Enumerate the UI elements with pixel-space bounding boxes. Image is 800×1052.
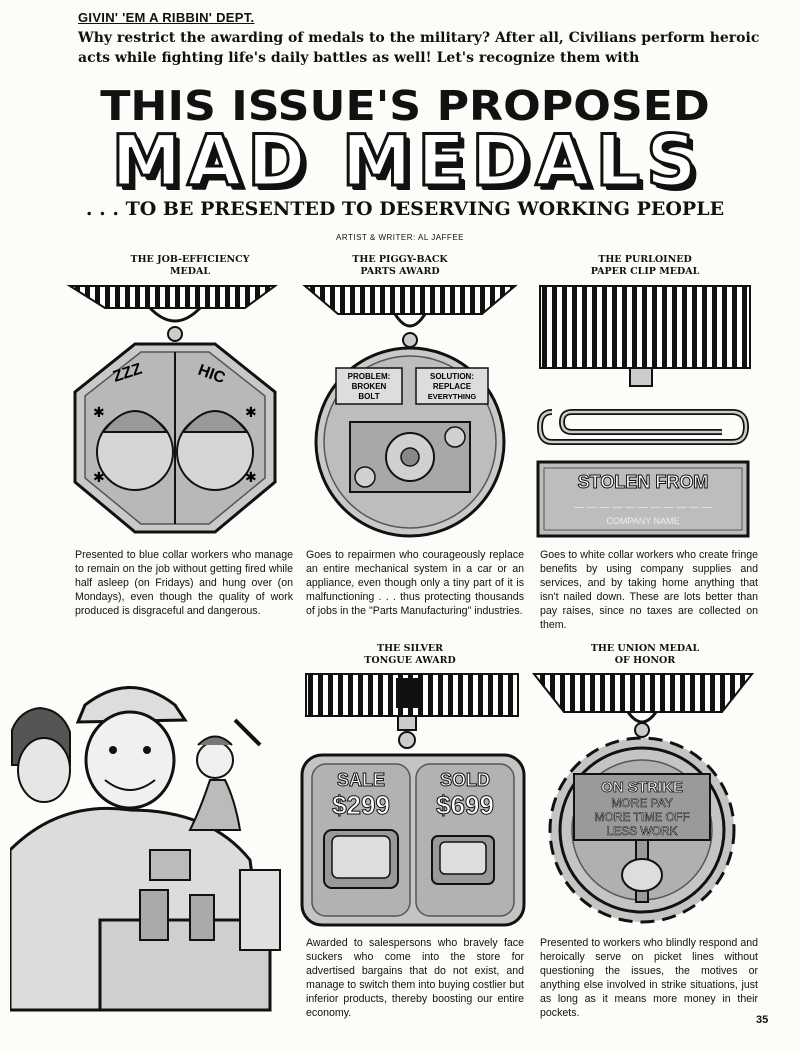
medal-5-ribbon (534, 674, 752, 712)
medal-4-description: Awarded to salespersons who bravely face suckers who come into the store for advertised bargains that do not exist, and manage to switch them into buying costlier but inferior products, thereby boosting our entire economy. (306, 937, 524, 1019)
medal-5-description: Presented to workers who blindly respond and heroically serve on picket lines without questioning the issues, the motives or anything else involved in strike situations, just as long as it means more money in their pockets. (540, 937, 758, 1019)
page-number: 35 (756, 1014, 769, 1026)
medal-3-title-l1: THE PURLOINED (598, 254, 692, 265)
svg-text:PROBLEM:: PROBLEM: (347, 372, 391, 381)
department-label: GIVIN' 'EM A RIBBIN' DEPT. (78, 10, 255, 25)
medal-1-title-l2: MEDAL (169, 266, 211, 277)
svg-text:✱: ✱ (93, 469, 105, 485)
medal-4-title (320, 643, 500, 667)
medal-2-title-l1: THE PIGGY-BACK (352, 254, 448, 265)
workers-illustration (10, 650, 295, 1020)
medal-2-title-l2: PARTS AWARD (360, 266, 440, 277)
medal-3-ribbon (540, 286, 750, 368)
subtitle: . . . TO BE PRESENTED TO DESERVING WORKING PEOPLE (85, 198, 725, 220)
medal-1-ribbon (70, 286, 275, 308)
svg-text:MORE PAY: MORE PAY (611, 796, 673, 810)
medal-4-left-price: $299 (332, 790, 390, 820)
medal-3-plate-blank: — — — — — — — — — — — (574, 502, 712, 513)
svg-text:ON STRIKE: ON STRIKE (601, 779, 683, 796)
medal-1-title-l1: THE JOB-EFFICIENCY (130, 254, 250, 265)
medal-2-illustration (300, 282, 520, 542)
medal-4-left-tag: SALE (336, 770, 386, 790)
medal-5-title-l1: THE UNION MEDAL (590, 643, 700, 654)
medal-3-plate-sub: COMPANY NAME (606, 516, 680, 526)
medal-3-paperclip (540, 412, 746, 442)
medal-2-description: Goes to repairmen who courageously replace an entire mechanical system in a car or an appliance, even though only a tiny part of it is malfunctioning . . . thus protecting thousands of jobs in the "Parts Manufacturing" industries. (306, 549, 524, 617)
svg-text:LESS WORK: LESS WORK (606, 824, 678, 838)
medal-5-illustration (530, 670, 760, 930)
svg-text:✱: ✱ (93, 404, 105, 420)
medal-2-ribbon (305, 286, 515, 314)
medal-3-illustration (532, 282, 757, 542)
svg-text:✱: ✱ (245, 404, 257, 420)
medal-4-right-tag: SOLD (439, 770, 491, 790)
svg-text:REPLACE: REPLACE (432, 382, 472, 391)
svg-text:BOLT: BOLT (358, 392, 380, 401)
medal-4-illustration (298, 670, 528, 930)
headline-line1: THIS ISSUE'S PROPOSED (100, 82, 710, 130)
svg-text:EVERYTHING: EVERYTHING (427, 392, 477, 401)
medal-1-title (100, 254, 280, 278)
medal-1-face-left-text: ZZZ (110, 360, 145, 386)
artist-credit: ARTIST & WRITER: AL JAFFEE (336, 233, 464, 242)
medal-1-description: Presented to blue collar workers who manage to remain on the job without getting fired while half asleep (on Fridays) and hung over (on Mondays), even though the quality of work produced is disgraceful and dangerous. (75, 549, 293, 617)
intro-text: Why restrict the awarding of medals to the military? After all, Civilians perform heroic acts while fighting life's daily battles as well! Let's recognize them with (78, 30, 760, 66)
medal-4-title-l2: TONGUE AWARD (364, 655, 456, 666)
svg-text:MORE TIME OFF: MORE TIME OFF (594, 810, 690, 824)
svg-text:BROKEN: BROKEN (351, 382, 387, 391)
medal-5-title (555, 643, 735, 667)
medal-5-title-l2: OF HONOR (614, 655, 676, 666)
medal-3-plate-text: STOLEN FROM (577, 472, 709, 492)
medal-2-title (310, 254, 490, 278)
medal-3-title (555, 254, 735, 278)
headline-mad-medals: MAD MEDALS (111, 120, 703, 202)
medal-3-title-l2: PAPER CLIP MEDAL (590, 266, 700, 277)
worker-face (86, 712, 174, 808)
medal-3-description: Goes to white collar workers who create fringe benefits by using company supplies and services, and by taking home anything that isn't nailed down. These are lots better than pay raises, since no taxes are collected on them. (540, 549, 758, 631)
medal-1-illustration (65, 282, 285, 542)
svg-text:SOLUTION:: SOLUTION: (430, 372, 474, 381)
medal-4-title-l1: THE SILVER (377, 643, 443, 654)
svg-text:✱: ✱ (245, 469, 257, 485)
medal-4-right-price: $699 (436, 790, 494, 820)
medal-1-face-right-text: HIC (195, 361, 228, 388)
